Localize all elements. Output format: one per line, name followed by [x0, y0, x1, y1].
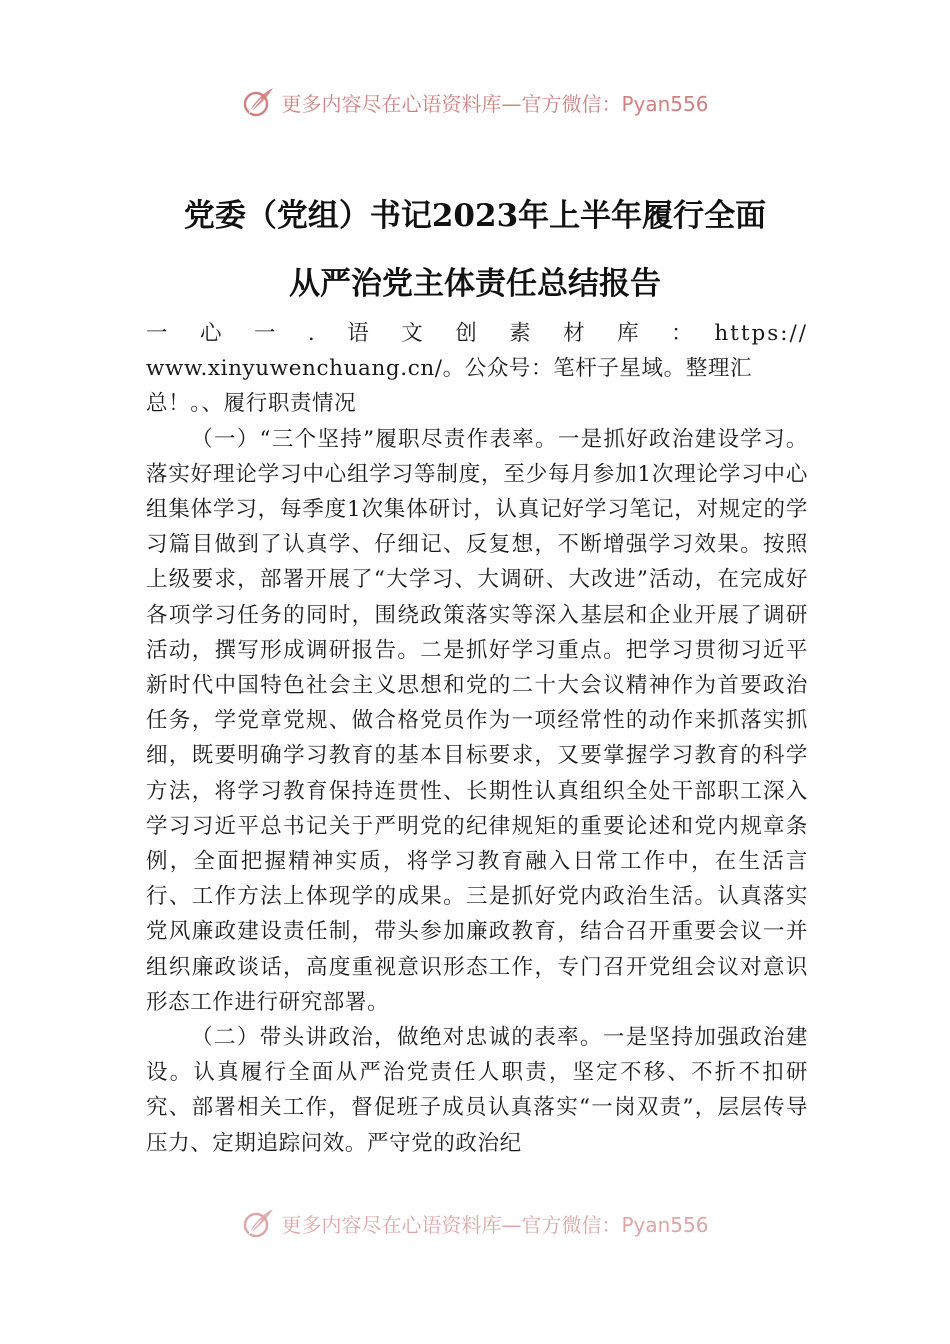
- watermark-banner-top: [0, 84, 950, 120]
- source-line-2: www.xinyuwenchuang.cn/。公众号：笔杆子星域。整理汇: [146, 356, 753, 382]
- feather-pen-logo-icon: [241, 1206, 275, 1240]
- source-line-1: 一 心 一 . 语 文 创 素 材 库 ： https://: [146, 321, 808, 346]
- watermark-text: 更多内容尽在心语资料库—官方微信：Pyan556: [281, 91, 709, 116]
- feather-pen-logo-icon: [241, 85, 275, 119]
- watermark-text-bottom: 更多内容尽在心语资料库—官方微信：Pyan556: [281, 1212, 709, 1237]
- watermark-banner-bottom: [0, 1205, 950, 1241]
- source-line-3: 总！。、履行职责情况: [146, 391, 357, 417]
- document-body: [146, 316, 808, 1161]
- paragraph-1: （一）“三个坚持”履职尽责作表率。一是抓好政治建设学习。落实好理论学习中心组学习等制度，至少每月参加1次理论学习中心组集体学习，每季度1次集体研讨，认真记好学习笔记，对规定的学习篇目做到了认真学、仔细记、反复想，不断增强学习效果。按照上级要求，部署开展了“大学习、大调研、大改进”活动，在完成好各项学习任务的同时，围绕政策落实等深入基层和企业开展了调研活动，撰写形成调研报告。二是抓好学习重点。把学习贯彻习近平新时代中国特色社会主义思想和党的二十大会议精神作为首要政治任务，学党章党规、做合格党员作为一项经常性的动作来抓落实抓细，既要明确学习教育的基本目标要求，又要掌握学习教育的科学方法，将学习教育保持连贯性、长期性认真组织全处干部职工深入学习习近平总书记关于严明党的纪律规矩的重要论述和党内规章条例，全面把握精神实质，将学习教育融入日常工作中，在生活言行、工作方法上体现学的成果。三是抓好党内政治生活。认真落实党风廉政建设责任制，带头参加廉政教育，结合召开重要会议一并组织廉政谈话，高度重视意识形态工作，专门召开党组会议对意识形态工作进行研究部署。: [146, 426, 808, 1015]
- document-title-line-1: 党委（党组）书记2023年上半年履行全面: [183, 198, 767, 234]
- paragraph-2: （二）带头讲政治，做绝对忠诚的表率。一是坚持加强政治建设。认真履行全面从严治党责任人职责，坚定不移、不折不扣研究、部署相关工作，督促班子成员认真落实“一岗双责”，层层传导压力、定期追踪问效。严守党的政治纪: [146, 1025, 808, 1156]
- document-title-line-2: 从严治党主体责任总结报告: [289, 266, 661, 302]
